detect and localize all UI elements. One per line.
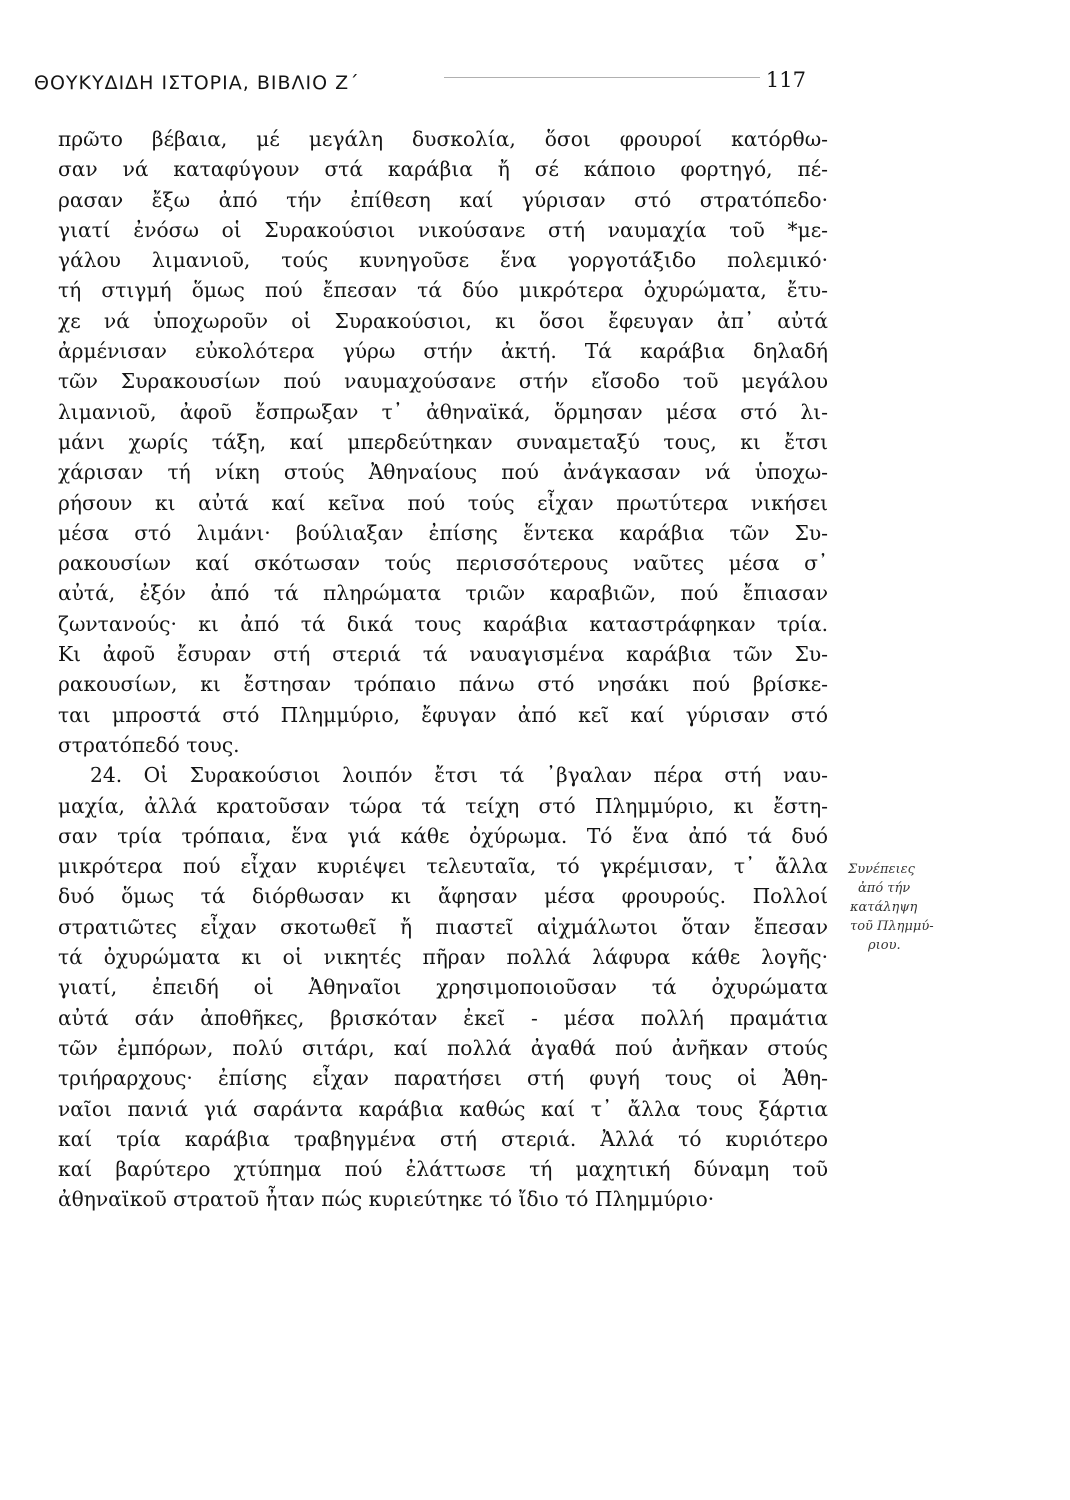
text-line: γιατί ἐνόσω οἱ Συρακούσιοι νικούσανε στή ναυμαχία τοῦ *με- <box>58 217 828 242</box>
text-line: τῶν ἐμπόρων, πολύ σιτάρι, καί πολλά ἀγαθά πού ἀνῆκαν στούς <box>58 1035 828 1060</box>
text-line-page-end: ἀθηναϊκοῦ στρατοῦ ἦταν πώς κυριεύτηκε τό ἴδιο τό Πλημμύριο· <box>58 1187 715 1212</box>
text-line: ναῖοι πανιά γιά σαράντα καράβια καθώς καί τ᾽ ἄλλα τους ξάρτια <box>58 1096 828 1121</box>
running-head: ΘΟΥΚΥΔΙΔΗ ΙΣΤΟΡΙΑ, ΒΙΒΛΙΟ Ζ΄ <box>34 72 360 94</box>
text-line: ἀρμένισαν εὐκολότερα γύρω στήν ἀκτή. Τά καράβια δηλαδή <box>58 339 828 364</box>
text-line: ρασαν ἔξω ἀπό τήν ἐπίθεση καί γύρισαν στό στρατόπεδο· <box>58 187 828 212</box>
header-rule <box>444 77 760 78</box>
margin-note-line: τοῦ Πλημμύ- <box>850 919 934 934</box>
text-line: σαν νά καταφύγουν στά καράβια ἤ σέ κάποιο φορτηγό, πέ- <box>58 157 828 182</box>
text-line: αὐτά, ἐξόν ἀπό τά πληρώματα τριῶν καραβιῶν, πού ἔπιασαν <box>58 581 828 606</box>
text-line: στρατιῶτες εἶχαν σκοτωθεῖ ἤ πιαστεῖ αἰχμάλωτοι ὅταν ἔπεσαν <box>58 914 828 939</box>
text-line: χάρισαν τή νίκη στούς Ἀθηναίους πού ἀνάγκασαν νά ὑποχω- <box>58 460 828 485</box>
text-line: μαχία, ἀλλά κρατοῦσαν τώρα τά τείχη στό Πλημμύριο, κι ἔστη- <box>58 793 828 818</box>
text-line: σαν τρία τρόπαια, ἕνα γιά κάθε ὀχύρωμα. Τό ἕνα ἀπό τά δυό <box>58 823 828 848</box>
text-line: μικρότερα πού εἶχαν κυριέψει τελευταῖα, τό γκρέμισαν, τ᾽ ἄλλα <box>58 854 828 879</box>
text-line: δυό ὅμως τά διόρθωσαν κι ἄφησαν μέσα φρουρούς. Πολλοί <box>58 884 828 909</box>
text-line: χε νά ὑποχωροῦν οἱ Συρακούσιοι, κι ὅσοι ἔφευγαν ἀπ᾽ αὐτά <box>58 308 828 333</box>
text-line: Κι ἀφοῦ ἔσυραν στή στεριά τά ναυαγισμένα καράβια τῶν Συ- <box>58 642 828 667</box>
text-line: μέσα στό λιμάνι· βούλιαξαν ἐπίσης ἕντεκα καράβια τῶν Συ- <box>58 520 828 545</box>
text-line: μάνι χωρίς τάξη, καί μπερδεύτηκαν συναμεταξύ τους, κι ἔτσι <box>58 429 828 454</box>
text-line-paragraph-start: 24. Οἱ Συρακούσιοι λοιπόν ἔτσι τά ᾽βγαλαν πέρα στή ναυ- <box>90 763 828 788</box>
page-number: 117 <box>765 68 806 92</box>
text-line: ται μπροστά στό Πλημμύριο, ἔφυγαν ἀπό κεῖ καί γύρισαν στό <box>58 702 828 727</box>
text-line: καί τρία καράβια τραβηγμένα στή στεριά. Ἀλλά τό κυριότερο <box>58 1126 828 1151</box>
text-line: ρακουσίων καί σκότωσαν τούς περισσότερους ναῦτες μέσα σ᾽ <box>58 551 828 576</box>
text-line: λιμανιοῦ, ἀφοῦ ἔσπρωξαν τ᾽ ἀθηναϊκά, ὅρμησαν μέσα στό λι- <box>58 399 828 424</box>
margin-note-line: Συνέπειες <box>848 862 915 877</box>
text-line: γιατί, ἐπειδή οἱ Ἀθηναῖοι χρησιμοποιοῦσαν τά ὀχυρώματα <box>58 975 828 1000</box>
text-line: γάλου λιμανιοῦ, τούς κυνηγοῦσε ἕνα γοργοτάξιδο πολεμικό· <box>58 248 828 273</box>
text-line: τά ὀχυρώματα κι οἱ νικητές πῆραν πολλά λάφυρα κάθε λογῆς· <box>58 945 828 970</box>
text-line: ρήσουν κι αὐτά καί κεῖνα πού τούς εἶχαν πρωτύτερα νικήσει <box>58 490 828 515</box>
text-line-paragraph-end: στρατόπεδό τους. <box>58 732 240 757</box>
text-line: ζωντανούς· κι ἀπό τά δικά τους καράβια καταστράφηκαν τρία. <box>58 611 828 636</box>
text-line: πρῶτο βέβαια, μέ μεγάλη δυσκολία, ὅσοι φρουροί κατόρθω- <box>58 127 828 151</box>
margin-note-line: ριου. <box>868 938 901 953</box>
text-line: τῶν Συρακουσίων πού ναυμαχούσανε στήν εἴσοδο τοῦ μεγάλου <box>58 369 828 394</box>
text-line: τή στιγμή ὅμως πού ἔπεσαν τά δύο μικρότερα ὀχυρώματα, ἔτυ- <box>58 278 828 303</box>
text-line: ρακουσίων, κι ἔστησαν τρόπαιο πάνω στό νησάκι πού βρίσκε- <box>58 672 828 697</box>
body-text <box>58 124 828 1215</box>
page-header <box>34 68 824 108</box>
margin-note <box>848 860 934 955</box>
margin-note-line: κατάληψη <box>850 900 918 915</box>
text-line: αὐτά σάν ἀποθῆκες, βρισκόταν ἐκεῖ - μέσα πολλή πραμάτια <box>58 1005 828 1030</box>
text-line: καί βαρύτερο χτύπημα πού ἐλάττωσε τή μαχητική δύναμη τοῦ <box>58 1157 828 1182</box>
text-line: τριήραρχους· ἐπίσης εἶχαν παρατήσει στή φυγή τους οἱ Ἀθη- <box>58 1066 828 1091</box>
margin-note-line: ἀπό τήν <box>858 881 911 896</box>
